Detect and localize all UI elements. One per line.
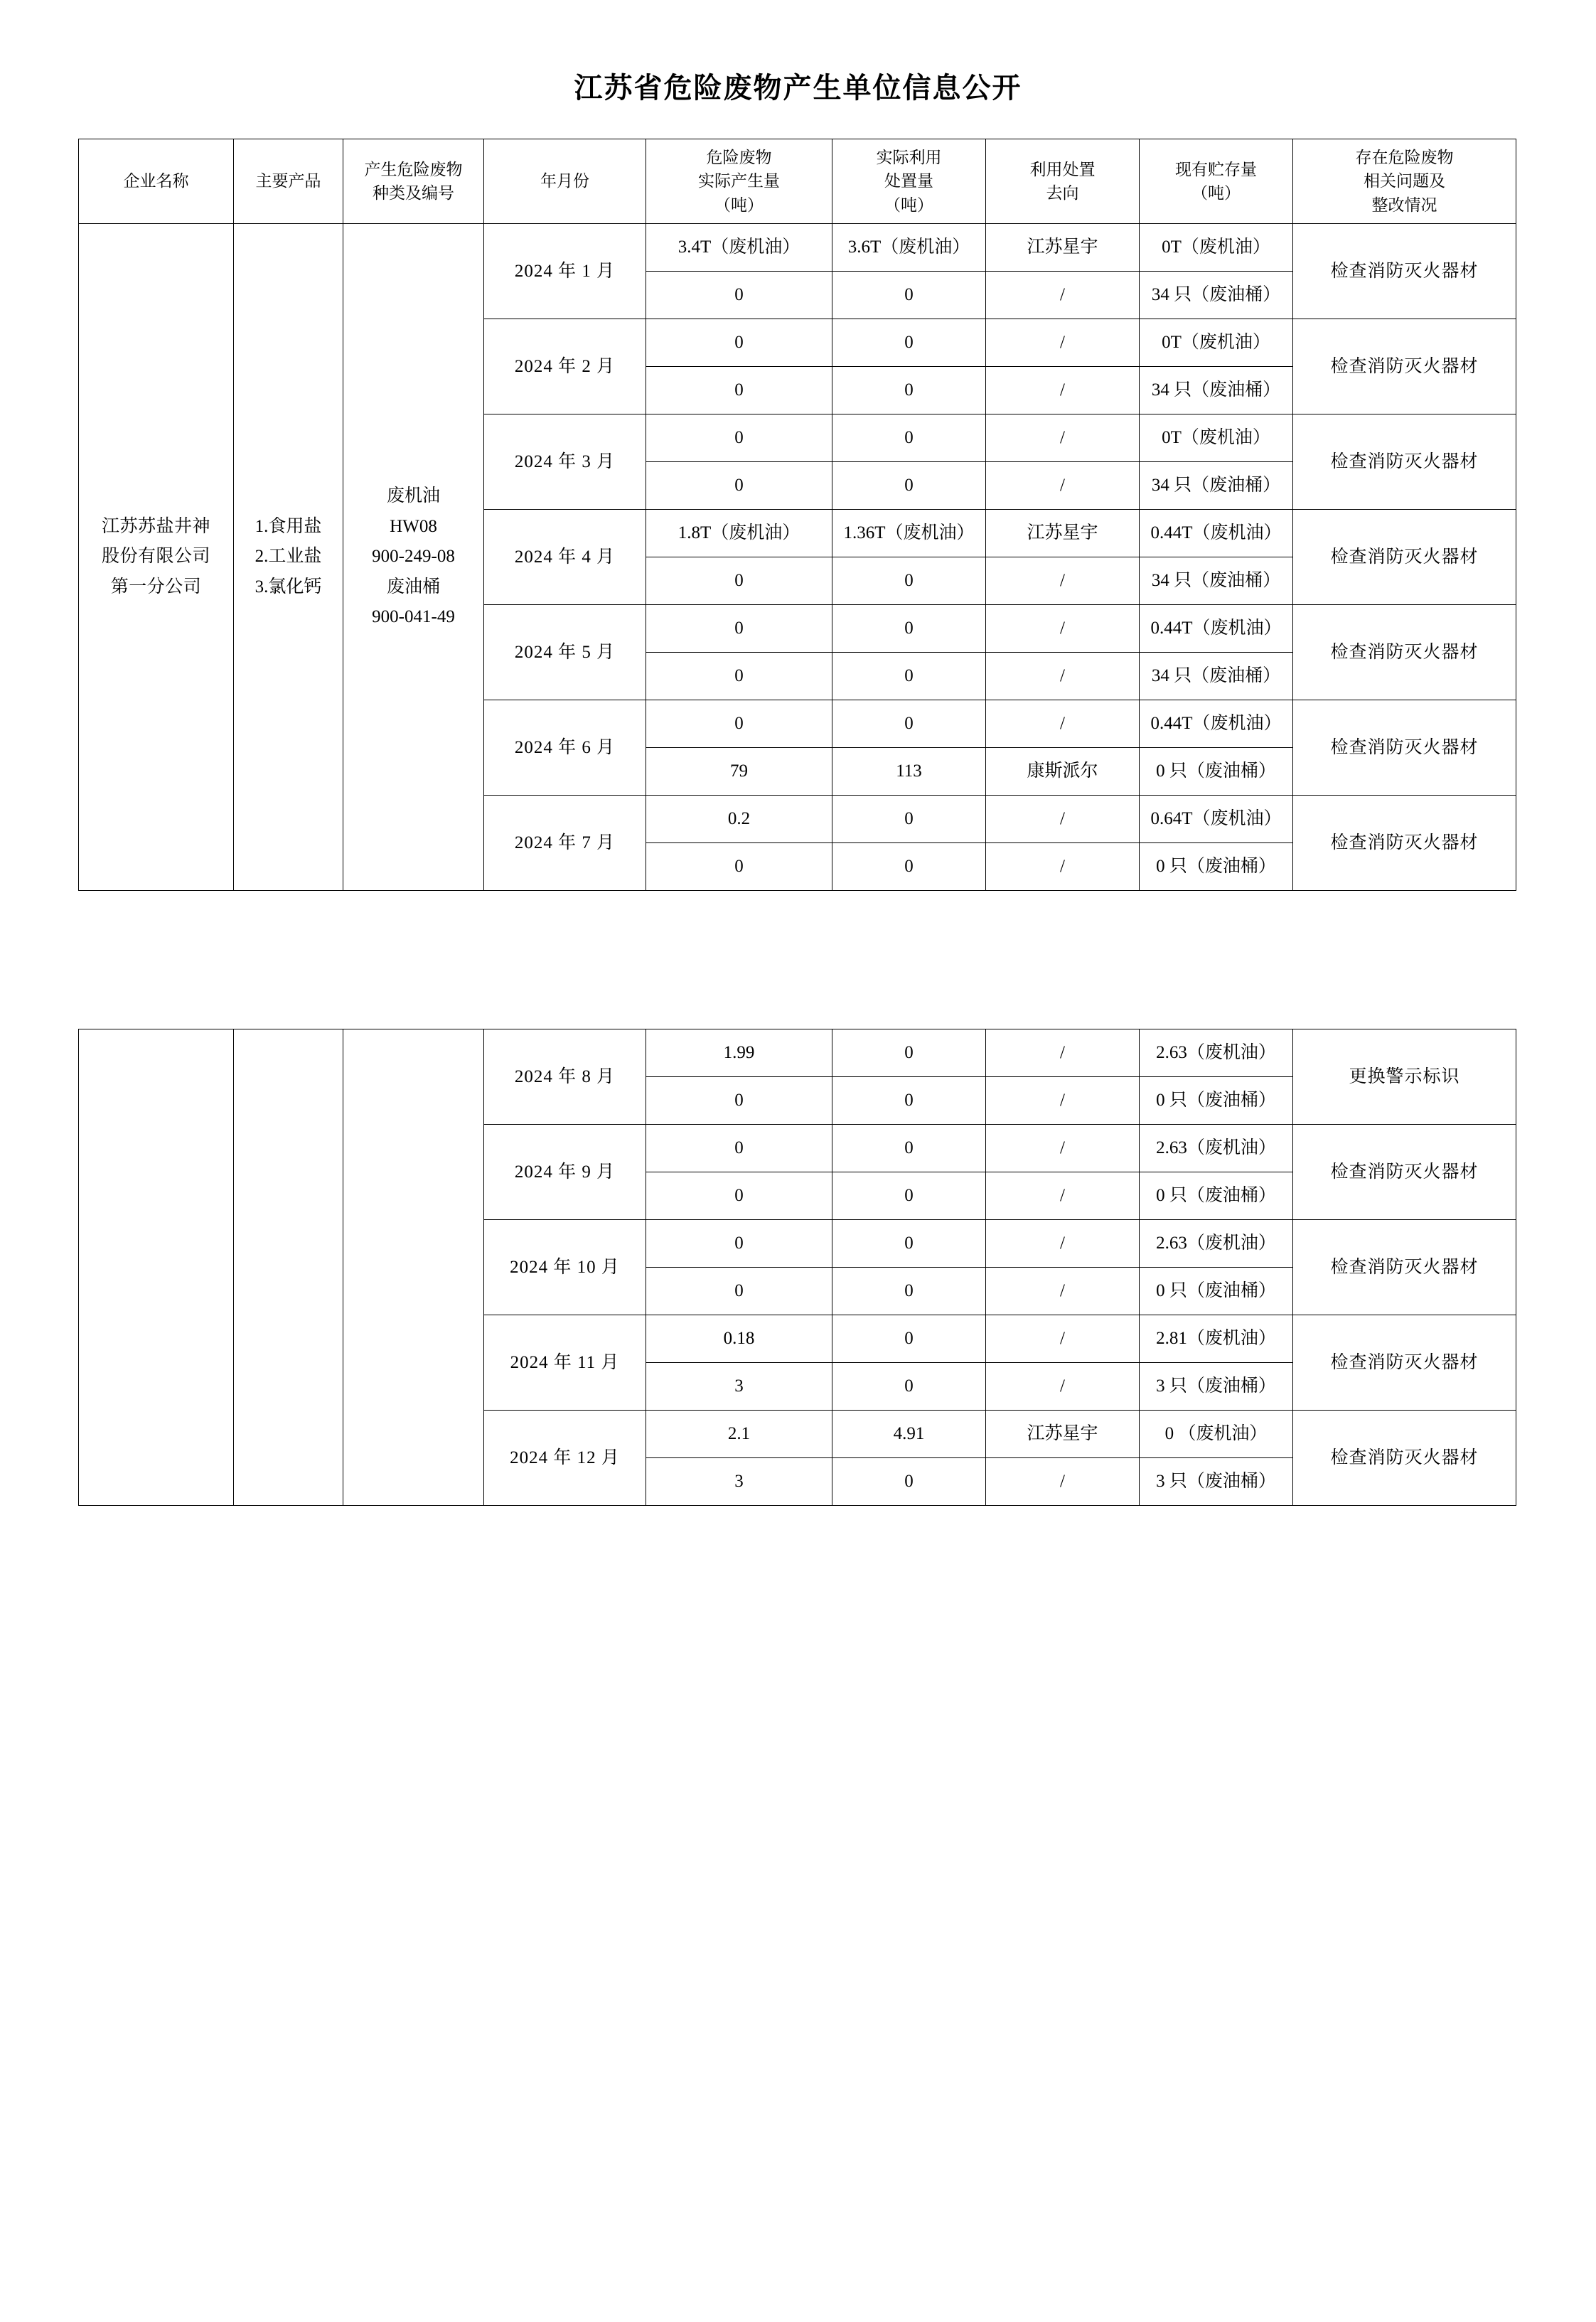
company-name-line: 股份有限公司 xyxy=(101,547,210,567)
cell-issue: 检查消防灭火器材 xyxy=(1293,414,1516,510)
cell-stock: 0.64T（废机油） xyxy=(1140,796,1293,843)
cell-issue: 检查消防灭火器材 xyxy=(1293,1315,1516,1411)
product-line: 3.氯化钙 xyxy=(255,577,322,596)
cell-issue: 检查消防灭火器材 xyxy=(1293,605,1516,700)
cell-disposed: 0 xyxy=(832,1077,986,1125)
cell-disposed: 0 xyxy=(832,796,986,843)
cell-month: 2024 年 7 月 xyxy=(484,796,646,891)
cell-generated: 1.99 xyxy=(646,1029,832,1077)
header-line: 去向 xyxy=(1046,184,1079,202)
cell-stock: 2.63（废机油） xyxy=(1140,1125,1293,1172)
cell-destination: / xyxy=(986,1125,1140,1172)
cell-destination: / xyxy=(986,1363,1140,1411)
cell-disposed: 0 xyxy=(832,653,986,700)
document-page xyxy=(0,65,1596,2322)
cell-destination: 康斯派尔 xyxy=(986,748,1140,796)
cell-disposed: 0 xyxy=(832,1029,986,1077)
cell-destination: / xyxy=(986,796,1140,843)
column-header-stock xyxy=(1140,139,1293,224)
cell-month: 2024 年 10 月 xyxy=(484,1220,646,1315)
cell-issue: 检查消防灭火器材 xyxy=(1293,796,1516,891)
cell-stock: 0.44T（废机油） xyxy=(1140,510,1293,557)
cell-destination: 江苏星宇 xyxy=(986,224,1140,272)
header-line: 危险废物 xyxy=(706,148,772,166)
cell-stock: 3 只（废油桶） xyxy=(1140,1458,1293,1506)
column-header-waste-type xyxy=(343,139,484,224)
cell-disposed: 3.6T（废机油） xyxy=(832,224,986,272)
cell-generated: 3 xyxy=(646,1458,832,1506)
cell-stock: 34 只（废油桶） xyxy=(1140,653,1293,700)
cell-disposed: 4.91 xyxy=(832,1411,986,1458)
cell-destination: / xyxy=(986,1315,1140,1363)
header-line: 相关问题及 xyxy=(1364,172,1445,191)
cell-month: 2024 年 11 月 xyxy=(484,1315,646,1411)
header-line: （吨） xyxy=(884,196,933,214)
cell-waste-types-continued xyxy=(343,1029,484,1506)
cell-month: 2024 年 8 月 xyxy=(484,1029,646,1125)
table-header-row xyxy=(79,139,1516,224)
column-header-month xyxy=(484,139,646,224)
cell-disposed: 0 xyxy=(832,462,986,510)
cell-generated: 0 xyxy=(646,414,832,462)
cell-generated: 0 xyxy=(646,1172,832,1220)
product-line: 1.食用盐 xyxy=(255,516,322,536)
cell-company-name xyxy=(79,224,234,891)
header-line: 利用处置 xyxy=(1029,160,1096,178)
cell-month: 2024 年 4 月 xyxy=(484,510,646,605)
cell-stock: 0 只（废油桶） xyxy=(1140,1172,1293,1220)
cell-destination: / xyxy=(986,414,1140,462)
cell-destination: 江苏星宇 xyxy=(986,510,1140,557)
header-line: 整改情况 xyxy=(1371,196,1437,214)
product-line: 2.工业盐 xyxy=(255,547,322,567)
cell-destination: / xyxy=(986,700,1140,748)
cell-stock: 34 只（废油桶） xyxy=(1140,272,1293,319)
cell-destination: / xyxy=(986,605,1140,653)
cell-generated: 2.1 xyxy=(646,1411,832,1458)
cell-generated: 0 xyxy=(646,272,832,319)
cell-disposed: 0 xyxy=(832,1220,986,1268)
company-name-line: 第一分公司 xyxy=(110,577,202,596)
cell-stock: 0 只（废油桶） xyxy=(1140,1077,1293,1125)
cell-generated: 3.4T（废机油） xyxy=(646,224,832,272)
cell-generated: 0 xyxy=(646,1268,832,1315)
cell-generated: 79 xyxy=(646,748,832,796)
cell-waste-types xyxy=(343,224,484,891)
cell-company-name-continued xyxy=(79,1029,234,1506)
cell-issue: 检查消防灭火器材 xyxy=(1293,1411,1516,1506)
header-line: （吨） xyxy=(1191,184,1241,202)
cell-issue: 检查消防灭火器材 xyxy=(1293,319,1516,414)
cell-disposed: 0 xyxy=(832,557,986,605)
cell-disposed: 0 xyxy=(832,319,986,367)
cell-stock: 0T（废机油） xyxy=(1140,414,1293,462)
cell-disposed: 0 xyxy=(832,1315,986,1363)
cell-stock: 34 只（废油桶） xyxy=(1140,462,1293,510)
header-line: 实际利用 xyxy=(876,148,942,166)
waste-disclosure-table-part2 xyxy=(78,1029,1516,1506)
cell-generated: 0 xyxy=(646,319,832,367)
cell-stock: 2.81（废机油） xyxy=(1140,1315,1293,1363)
cell-stock: 0.44T（废机油） xyxy=(1140,700,1293,748)
cell-issue: 检查消防灭火器材 xyxy=(1293,224,1516,319)
cell-stock: 0 只（废油桶） xyxy=(1140,1268,1293,1315)
cell-generated: 0.2 xyxy=(646,796,832,843)
header-line: 企业名称 xyxy=(123,172,189,191)
cell-month: 2024 年 9 月 xyxy=(484,1125,646,1220)
header-line: （吨） xyxy=(714,196,764,214)
cell-month: 2024 年 12 月 xyxy=(484,1411,646,1506)
cell-generated: 0 xyxy=(646,843,832,891)
cell-destination: / xyxy=(986,1220,1140,1268)
cell-destination: / xyxy=(986,557,1140,605)
company-name-line: 江苏苏盐井神 xyxy=(101,516,210,536)
cell-issue: 更换警示标识 xyxy=(1293,1029,1516,1125)
cell-destination: / xyxy=(986,1268,1140,1315)
cell-stock: 0 只（废油桶） xyxy=(1140,843,1293,891)
column-header-company xyxy=(79,139,234,224)
cell-stock: 2.63（废机油） xyxy=(1140,1029,1293,1077)
waste-line: HW08 xyxy=(390,516,437,536)
cell-destination: 江苏星宇 xyxy=(986,1411,1140,1458)
cell-issue: 检查消防灭火器材 xyxy=(1293,1125,1516,1220)
cell-destination: / xyxy=(986,843,1140,891)
header-line: 产生危险废物 xyxy=(364,160,463,178)
cell-disposed: 0 xyxy=(832,843,986,891)
cell-stock: 34 只（废油桶） xyxy=(1140,557,1293,605)
cell-disposed: 0 xyxy=(832,1125,986,1172)
cell-disposed: 0 xyxy=(832,1458,986,1506)
header-line: 实际产生量 xyxy=(698,172,780,191)
cell-disposed: 0 xyxy=(832,1172,986,1220)
header-line: 现有贮存量 xyxy=(1175,160,1257,178)
cell-stock: 2.63（废机油） xyxy=(1140,1220,1293,1268)
header-line: 存在危险废物 xyxy=(1355,148,1454,166)
cell-month: 2024 年 1 月 xyxy=(484,224,646,319)
cell-generated: 0 xyxy=(646,1220,832,1268)
cell-stock: 34 只（废油桶） xyxy=(1140,367,1293,414)
column-header-product xyxy=(234,139,343,224)
waste-line: 900-041-49 xyxy=(372,607,455,627)
cell-generated: 0 xyxy=(646,605,832,653)
cell-issue: 检查消防灭火器材 xyxy=(1293,1220,1516,1315)
page-title: 江苏省危险废物产生单位信息公开 xyxy=(574,72,1022,104)
cell-generated: 0 xyxy=(646,700,832,748)
table-row xyxy=(79,1029,1516,1077)
header-line: 种类及编号 xyxy=(373,184,454,202)
cell-destination: / xyxy=(986,1458,1140,1506)
cell-disposed: 0 xyxy=(832,605,986,653)
column-header-issues xyxy=(1293,139,1516,224)
waste-line: 废油桶 xyxy=(386,577,440,596)
waste-line: 废机油 xyxy=(386,486,440,506)
cell-disposed: 0 xyxy=(832,367,986,414)
header-line: 主要产品 xyxy=(255,172,321,191)
cell-issue: 检查消防灭火器材 xyxy=(1293,510,1516,605)
cell-disposed: 0 xyxy=(832,414,986,462)
column-header-destination xyxy=(986,139,1140,224)
column-header-disposed xyxy=(832,139,986,224)
cell-destination: / xyxy=(986,272,1140,319)
column-header-generated xyxy=(646,139,832,224)
cell-generated: 3 xyxy=(646,1363,832,1411)
cell-issue: 检查消防灭火器材 xyxy=(1293,700,1516,796)
cell-generated: 0 xyxy=(646,653,832,700)
header-line: 处置量 xyxy=(884,172,933,191)
waste-disclosure-table-part1 xyxy=(78,139,1516,891)
cell-stock: 0T（废机油） xyxy=(1140,224,1293,272)
cell-stock: 0T（废机油） xyxy=(1140,319,1293,367)
cell-destination: / xyxy=(986,1172,1140,1220)
cell-month: 2024 年 3 月 xyxy=(484,414,646,510)
cell-month: 2024 年 2 月 xyxy=(484,319,646,414)
cell-generated: 0 xyxy=(646,367,832,414)
cell-stock: 0.44T（废机油） xyxy=(1140,605,1293,653)
cell-month: 2024 年 6 月 xyxy=(484,700,646,796)
cell-main-products-continued xyxy=(234,1029,343,1506)
cell-disposed: 1.36T（废机油） xyxy=(832,510,986,557)
cell-generated: 0 xyxy=(646,462,832,510)
waste-line: 900-249-08 xyxy=(372,547,455,567)
cell-destination: / xyxy=(986,367,1140,414)
table-row xyxy=(79,224,1516,272)
cell-generated: 0 xyxy=(646,1125,832,1172)
cell-disposed: 0 xyxy=(832,1268,986,1315)
cell-disposed: 0 xyxy=(832,272,986,319)
cell-destination: / xyxy=(986,319,1140,367)
cell-destination: / xyxy=(986,653,1140,700)
cell-generated: 1.8T（废机油） xyxy=(646,510,832,557)
cell-generated: 0 xyxy=(646,1077,832,1125)
cell-disposed: 0 xyxy=(832,1363,986,1411)
cell-main-products xyxy=(234,224,343,891)
cell-month: 2024 年 5 月 xyxy=(484,605,646,700)
header-line: 年月份 xyxy=(540,172,589,191)
cell-generated: 0.18 xyxy=(646,1315,832,1363)
cell-stock: 0 只（废油桶） xyxy=(1140,748,1293,796)
cell-stock: 3 只（废油桶） xyxy=(1140,1363,1293,1411)
cell-destination: / xyxy=(986,462,1140,510)
cell-generated: 0 xyxy=(646,557,832,605)
cell-destination: / xyxy=(986,1029,1140,1077)
cell-disposed: 0 xyxy=(832,700,986,748)
cell-disposed: 113 xyxy=(832,748,986,796)
cell-destination: / xyxy=(986,1077,1140,1125)
cell-stock: 0 （废机油） xyxy=(1140,1411,1293,1458)
